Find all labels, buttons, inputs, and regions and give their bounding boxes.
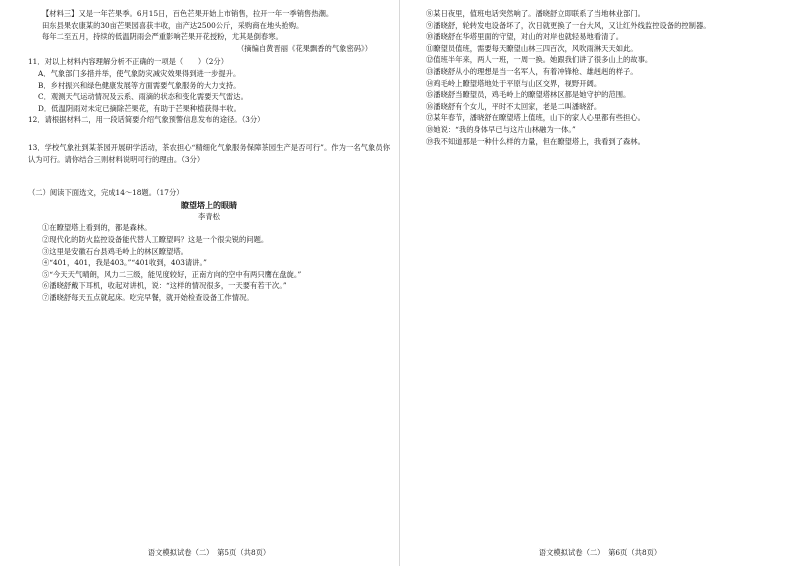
material3-para-2: 田东县果农康某的30亩芒果园喜获丰收，亩产达2500公斤，采购商在地头抢购。 <box>42 20 304 30</box>
story-paragraph: ④“401，401，我是403。”“401收到，403请讲。” <box>42 258 207 268</box>
story-paragraph: ⑲我不知道那是一种什么样的力量，但在瞭望塔上，我看到了森林。 <box>426 136 645 146</box>
section-title: （二）阅读下面选文，完成14～18题。（17分） <box>28 188 184 198</box>
q12: 12．请根据材料二，用一段话简要介绍气象预警信息发布的途径。（3分） <box>28 115 265 125</box>
story-paragraph: ⑭鸡毛岭上瞭望塔地处于平原与山区交界，视野开阔。 <box>426 78 602 88</box>
material3-para-3: 每年二至五月，持续的低温阴雨会严重影响芒果开花授粉，尤其是倒春寒。 <box>42 32 283 42</box>
q11-option-b: B．乡村振兴和绿色健康发展等方面需要气象服务的大力支持。 <box>38 80 241 90</box>
answer-space <box>28 165 390 181</box>
material3-source: （摘编自黄晋丽《花果飘香的气象密码》） <box>237 43 372 53</box>
story-paragraph: ⑤“今天天气晴朗，风力二三级，能见度较好，正南方向的空中有两只鹰在盘旋。” <box>42 269 302 279</box>
page-footer-left: 语文模拟试卷（二） 第5页（共8页） <box>147 548 271 557</box>
story-paragraph: ⑫值班半年来，两人一班，一周一换。她跟我们讲了很多山上的故事。 <box>426 55 653 65</box>
story-paragraph: ⑥潘晓舒戴下耳机，收起对讲机，说：“这样的情况很多，一天要有若干次。” <box>42 281 287 291</box>
story-paragraph: ⑦潘晓舒每天五点就起床。吃完早餐，就开始检查设备工作情况。 <box>42 292 254 302</box>
story-paragraph: ⑧某日夜里，值班电话突然响了。潘晓舒立即联系了当地林业部门。 <box>426 9 645 18</box>
story-paragraph: ③这里是安徽石台县鸡毛岭上的林区瞭望塔。 <box>42 246 188 256</box>
story-paragraph: ⑱她说：“我的身体早已与这片山林融为一体。” <box>426 124 576 134</box>
q11-option-a: A．气象部门多措并举，使气象防灾减灾效果得到进一步提升。 <box>38 68 241 78</box>
q13: 13．学校气象社到某茶园开展研学活动，茶农担心“精细化气象服务保障茶园生产是否可行”。作为一名气象员你认为可行。请你结合三则材料说明可行的理由。（3分） <box>28 142 390 164</box>
story-author: 李青松 <box>198 211 220 221</box>
story-paragraph: ②现代化的防火监控设备能代替人工瞭望吗？这是一个很尖锐的问题。 <box>42 234 269 244</box>
q11-stem: 11．对以上材料内容理解分析不正确的一项是（ ）（2分） <box>28 57 228 67</box>
right-page <box>400 0 800 566</box>
story-paragraph: ⑨潘晓舒，轮转发电设备坏了，次日就更换了一台大风，又让红外线监控设备的控制器。 <box>426 20 711 30</box>
q11-option-c: C．观测天气运动情况及云系、雨滴的状态和变化需要天气雷达。 <box>38 92 248 102</box>
story-title: 瞭望塔上的眼睛 <box>181 199 237 210</box>
story-paragraph: ⑬潘晓舒从小的理想是当一名军人，有着冲锋枪、雄赳赳的样子。 <box>426 66 638 76</box>
story-paragraph: ⑰某年春节，潘晓舒在瞭望塔上值班，山下的家人心里都有些担心。 <box>426 113 645 123</box>
story-paragraph: ⑯潘晓舒有个女儿，平时不太回家，老是二叫潘晓舒。 <box>426 101 602 111</box>
story-paragraph: ⑮潘晓舒当瞭望员，鸡毛岭上的瞭望塔林区都是她守护的范围。 <box>426 90 631 100</box>
story-paragraph: ⑩潘晓舒在华塔里面的守望，对山的对岸也就轻易地看清了。 <box>426 32 624 42</box>
q11-option-d: D．低温阴雨对未定已摘除芒果花，有助于芒果种植获得丰收。 <box>38 103 241 113</box>
story-paragraph: ①在瞭望塔上看到的，都是森林。 <box>42 223 152 233</box>
story-paragraph: ⑪瞭望员值班，需要每天瞭望山林三四百次，风吹雨淋天天如此。 <box>426 43 638 53</box>
material3-para-1: 【材料三】又是一年芒果季。6月15日，百色芒果开始上市销售，拉开一年一季销售热潮。 <box>42 9 334 18</box>
answer-space <box>28 126 390 142</box>
page-footer-right: 语文模拟试卷（二） 第6页（共8页） <box>538 548 662 557</box>
